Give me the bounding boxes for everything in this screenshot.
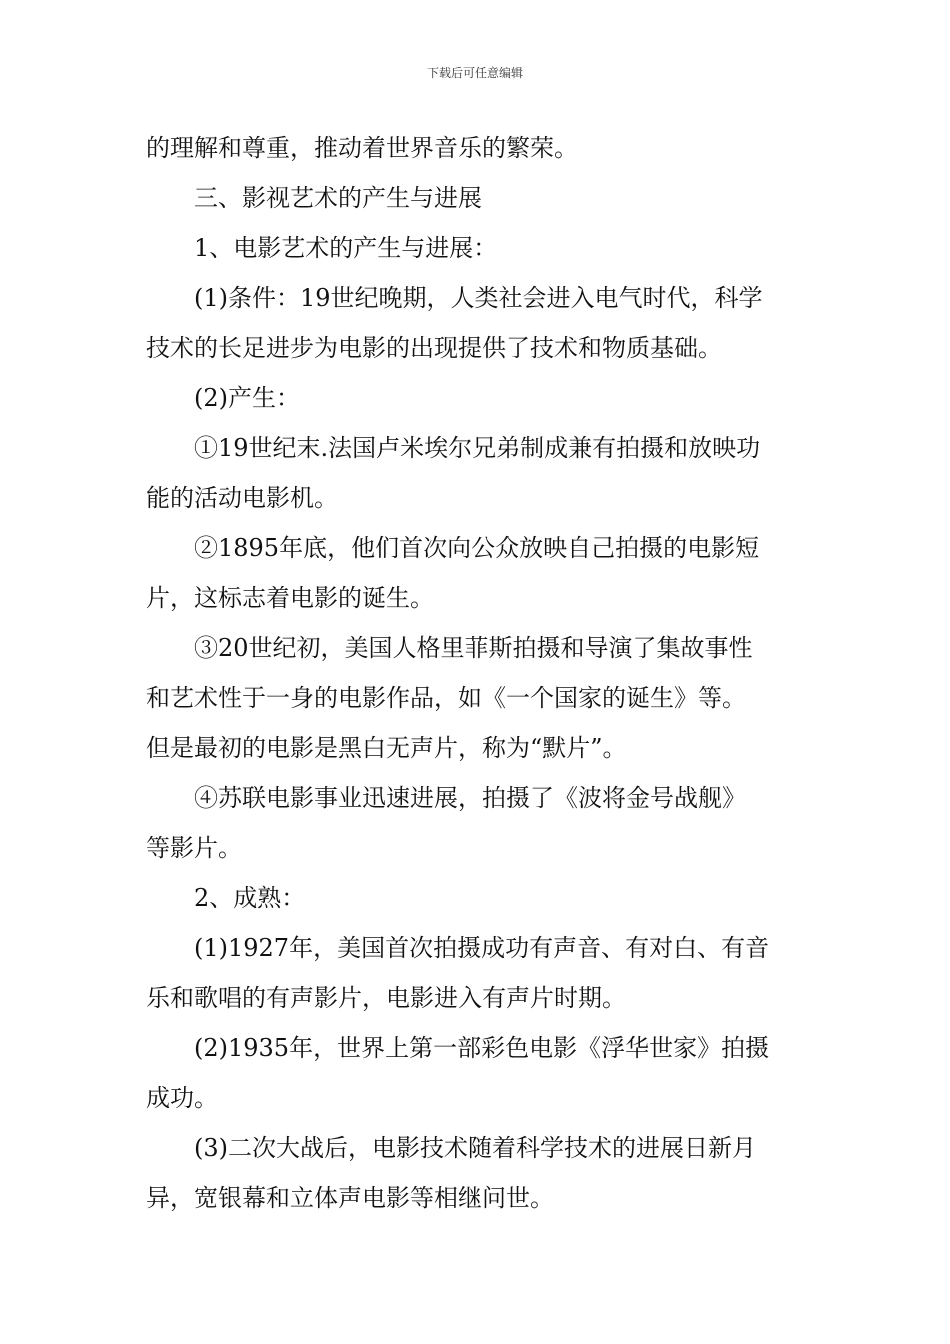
document-body (146, 130, 810, 1230)
subsection-heading: 2、成熟： (194, 884, 306, 912)
subsection-heading: 1、电影艺术的产生与进展： (194, 234, 498, 262)
page-header: 下载后可任意编辑 (426, 66, 523, 80)
list-item: ③20世纪初，美国人格里菲斯拍摄和导演了集故事性 (194, 634, 753, 662)
text-line: 乐和歌唱的有声影片，电影进入有声片时期。 (146, 984, 626, 1012)
text-line: 但是最初的电影是黑白无声片，称为“默片”。 (146, 734, 627, 762)
text-line: (1)1927年，美国首次拍摄成功有声音、有对白、有音 (194, 934, 770, 962)
list-item: ②1895年底，他们首次向公众放映自己拍摄的电影短 (194, 534, 760, 562)
text-line: 的理解和尊重，推动着世界音乐的繁荣。 (146, 134, 578, 162)
text-line: (3)二次大战后，电影技术随着科学技术的进展日新月 (194, 1134, 756, 1162)
list-item: ①19世纪末.法国卢米埃尔兄弟制成兼有拍摄和放映功 (194, 434, 761, 462)
text-line: 技术的长足进步为电影的出现提供了技术和物质基础。 (146, 334, 722, 362)
text-line: 和艺术性于一身的电影作品，如《一个国家的诞生》等。 (146, 684, 746, 712)
text-line: (2)1935年，世界上第一部彩色电影《浮华世家》拍摄 (194, 1034, 770, 1062)
text-line: (2)产生： (194, 384, 300, 412)
text-line: 能的活动电影机。 (146, 484, 338, 512)
section-heading: 三、影视艺术的产生与进展 (194, 184, 482, 212)
text-line: 异，宽银幕和立体声电影等相继问世。 (146, 1184, 554, 1212)
text-line: 成功。 (146, 1084, 218, 1112)
text-line: (1)条件：19世纪晚期，人类社会进入电气时代，科学 (194, 284, 763, 312)
list-item: ④苏联电影事业迅速进展，拍摄了《波将金号战舰》 (194, 784, 746, 812)
text-line: 等影片。 (146, 834, 242, 862)
text-line: 片，这标志着电影的诞生。 (146, 584, 434, 612)
